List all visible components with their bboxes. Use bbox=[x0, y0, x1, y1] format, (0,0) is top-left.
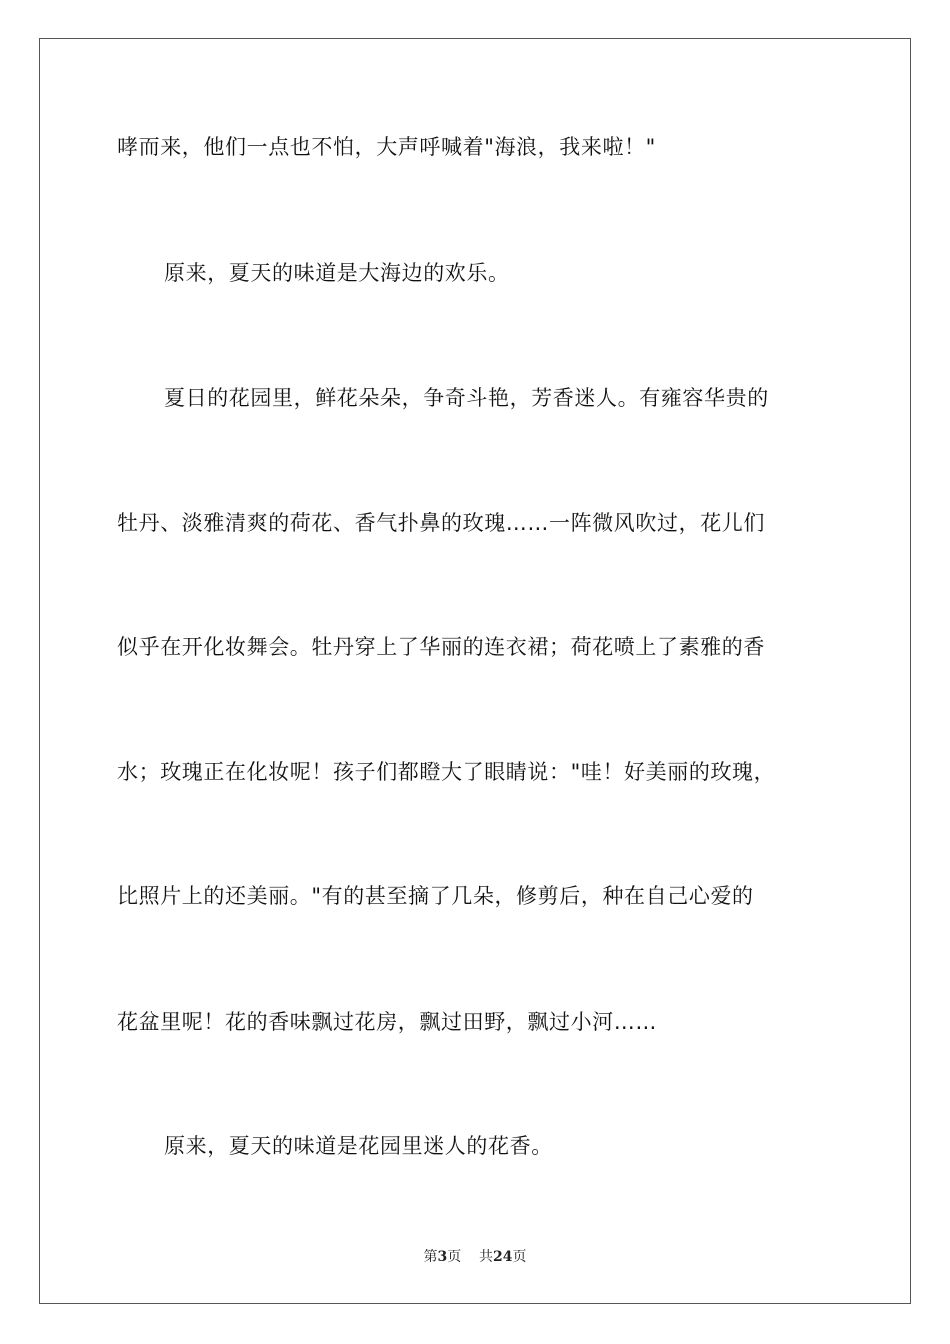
paragraph-conclusion-garden: 原来，夏天的味道是花园里迷人的花香。 bbox=[164, 1134, 553, 1158]
footer-total-prefix: 共 bbox=[479, 1249, 494, 1265]
footer-total-suffix: 页 bbox=[512, 1249, 527, 1265]
text-line-7: 比照片上的还美丽。"有的甚至摘了几朵，修剪后，种在自己心爱的 bbox=[117, 884, 754, 908]
paragraph-conclusion-sea: 原来，夏天的味道是大海边的欢乐。 bbox=[164, 261, 510, 285]
footer-page-prefix: 第 bbox=[423, 1249, 438, 1265]
text-line-5: 似乎在开化妆舞会。牡丹穿上了华丽的连衣裙；荷花喷上了素雅的香 bbox=[117, 635, 765, 659]
paragraph-garden-start: 夏日的花园里，鲜花朵朵，争奇斗艳，芳香迷人。有雍容华贵的 bbox=[164, 386, 769, 410]
page-border bbox=[39, 38, 911, 1304]
text-line-4: 牡丹、淡雅清爽的荷花、香气扑鼻的玫瑰……一阵微风吹过，花儿们 bbox=[117, 511, 765, 535]
page-footer bbox=[0, 1248, 950, 1266]
text-line-6: 水；玫瑰正在化妆呢！孩子们都瞪大了眼睛说："哇！好美丽的玫瑰， bbox=[117, 760, 776, 784]
footer-page-suffix: 页 bbox=[447, 1249, 462, 1265]
footer-total-pages: 24 bbox=[493, 1249, 513, 1265]
footer-page-number: 3 bbox=[437, 1249, 448, 1265]
text-line-8: 花盆里呢！花的香味飘过花房，飘过田野，飘过小河…… bbox=[117, 1010, 657, 1034]
text-line-1: 哮而来，他们一点也不怕，大声呼喊着"海浪，我来啦！" bbox=[117, 135, 656, 159]
